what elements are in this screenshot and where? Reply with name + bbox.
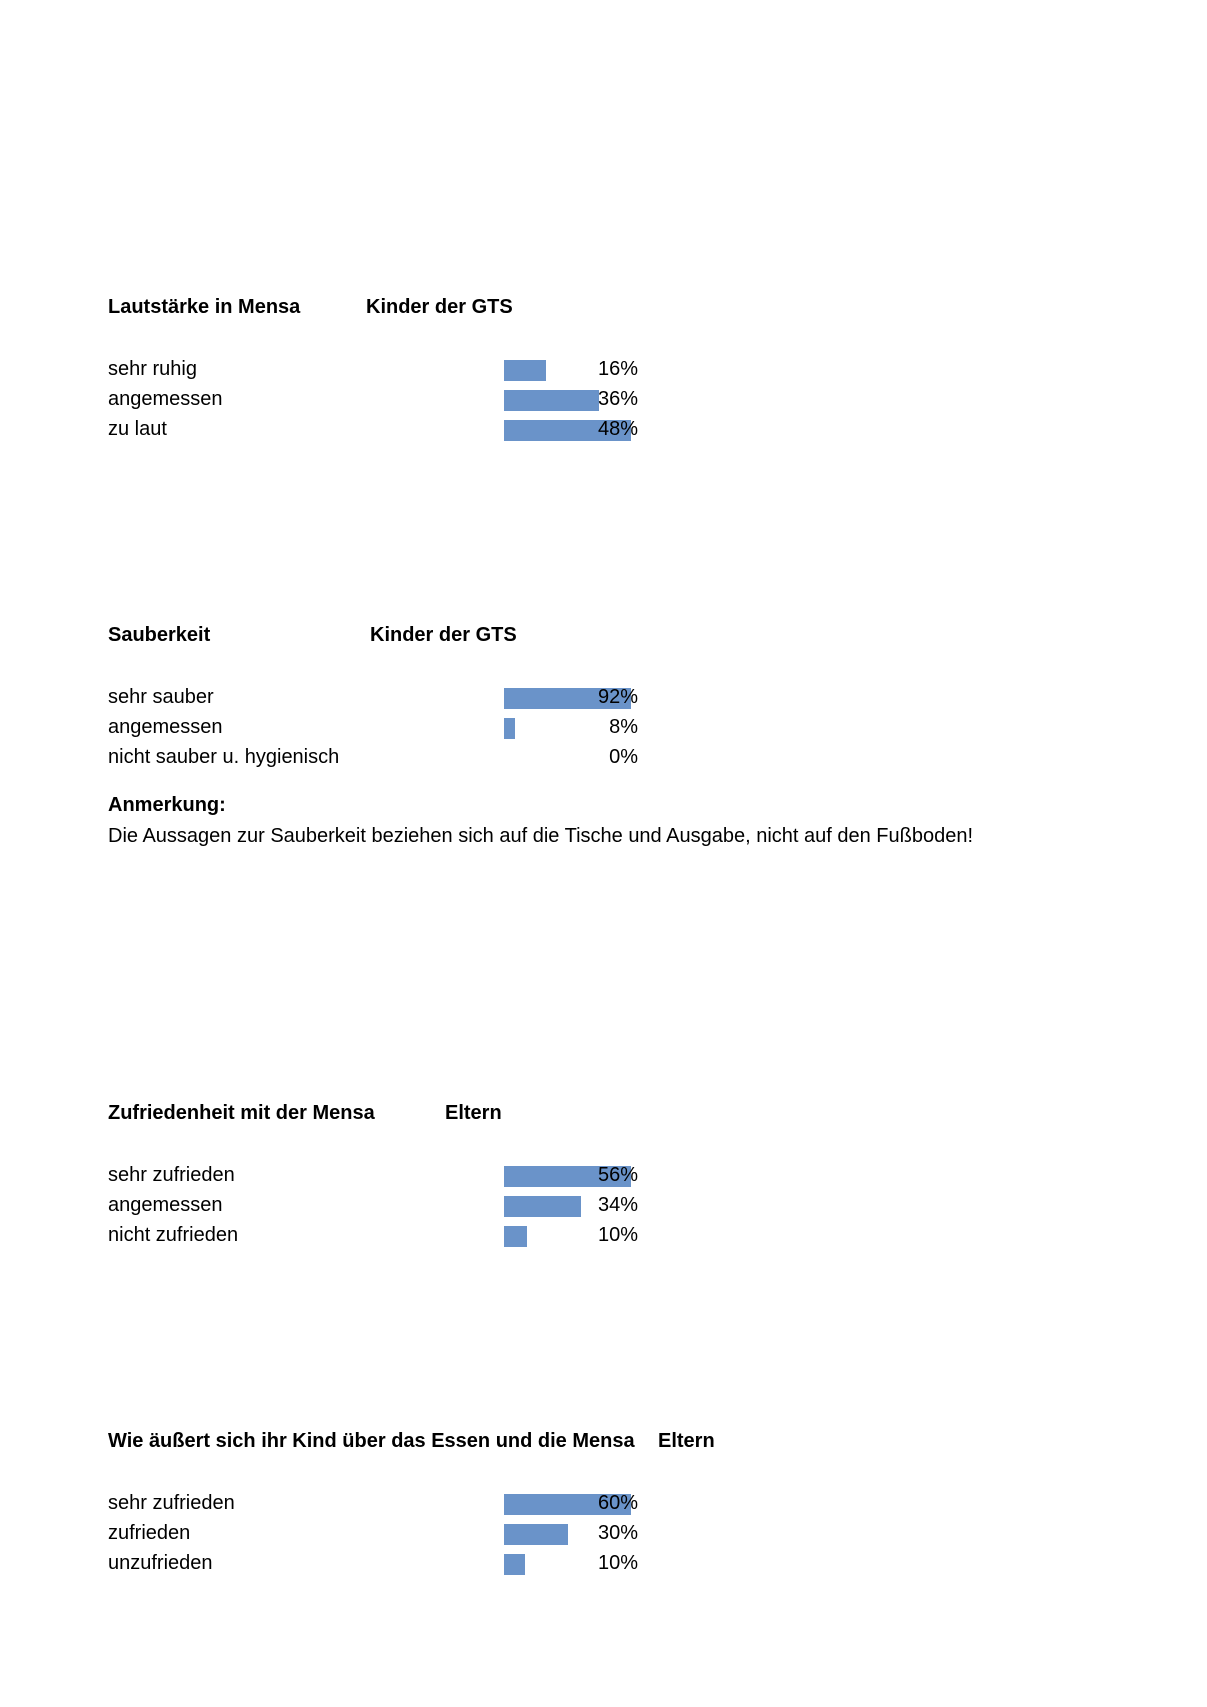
table-row	[108, 416, 1008, 446]
row-percentage: 92%	[597, 686, 638, 708]
row-label: angemessen	[108, 716, 223, 738]
section-header	[108, 624, 1008, 654]
row-label: sehr zufrieden	[108, 1492, 235, 1514]
respondent-group: Kinder der GTS	[366, 296, 513, 318]
table-row	[108, 1162, 1008, 1192]
row-label: angemessen	[108, 1194, 223, 1216]
table-row	[108, 1222, 1008, 1252]
section-title: Sauberkeit	[108, 624, 211, 646]
section-lautstaerke	[108, 296, 1008, 446]
row-percentage: 36%	[597, 388, 638, 410]
row-label: unzufrieden	[108, 1552, 213, 1574]
row-percentage: 0%	[609, 746, 638, 768]
section-header	[108, 296, 1008, 326]
table-row	[108, 1550, 1008, 1580]
section-title: Lautstärke in Mensa	[108, 296, 301, 318]
table-row	[108, 744, 1008, 774]
respondent-group: Kinder der GTS	[370, 624, 517, 646]
row-percentage: 48%	[597, 418, 638, 440]
row-label: nicht sauber u. hygienisch	[108, 746, 340, 768]
table-row	[108, 684, 1008, 714]
row-label: nicht zufrieden	[108, 1224, 239, 1246]
table-row	[108, 1520, 1008, 1550]
row-percentage: 16%	[597, 358, 638, 380]
section-header	[108, 1102, 1008, 1132]
row-percentage: 56%	[597, 1164, 638, 1186]
section-zufriedenheit	[108, 1102, 1008, 1252]
table-row	[108, 386, 1008, 416]
table-row	[108, 1490, 1008, 1520]
section-title: Zufriedenheit mit der Mensa	[108, 1102, 375, 1124]
row-label: sehr sauber	[108, 686, 214, 708]
table-row	[108, 1192, 1008, 1222]
row-label: sehr zufrieden	[108, 1164, 235, 1186]
row-percentage: 10%	[597, 1224, 638, 1246]
table-row	[108, 714, 1008, 744]
row-percentage: 30%	[597, 1522, 638, 1544]
note-text: Die Aussagen zur Sauberkeit beziehen sich auf die Tische und Ausgabe, nicht auf den Fußboden!	[108, 825, 974, 847]
rating-rows	[108, 1490, 1008, 1580]
row-percentage: 60%	[597, 1492, 638, 1514]
row-label: sehr ruhig	[108, 358, 197, 380]
row-label: zu laut	[108, 418, 167, 440]
section-header	[108, 1430, 1008, 1460]
respondent-group: Eltern	[658, 1430, 715, 1452]
section-sauberkeit	[108, 624, 1008, 848]
respondent-group: Eltern	[445, 1102, 502, 1124]
section-title: Wie äußert sich ihr Kind über das Essen und die Mensa	[108, 1430, 635, 1452]
row-percentage: 34%	[597, 1194, 638, 1216]
row-percentage: 10%	[597, 1552, 638, 1574]
rating-rows	[108, 1162, 1008, 1252]
rating-rows	[108, 684, 1008, 774]
row-label: angemessen	[108, 388, 223, 410]
row-percentage: 8%	[609, 716, 638, 738]
row-label: zufrieden	[108, 1522, 191, 1544]
section-kind-aeusserung	[108, 1430, 1008, 1580]
table-row	[108, 356, 1008, 386]
rating-rows	[108, 356, 1008, 446]
note-title: Anmerkung:	[108, 794, 226, 816]
